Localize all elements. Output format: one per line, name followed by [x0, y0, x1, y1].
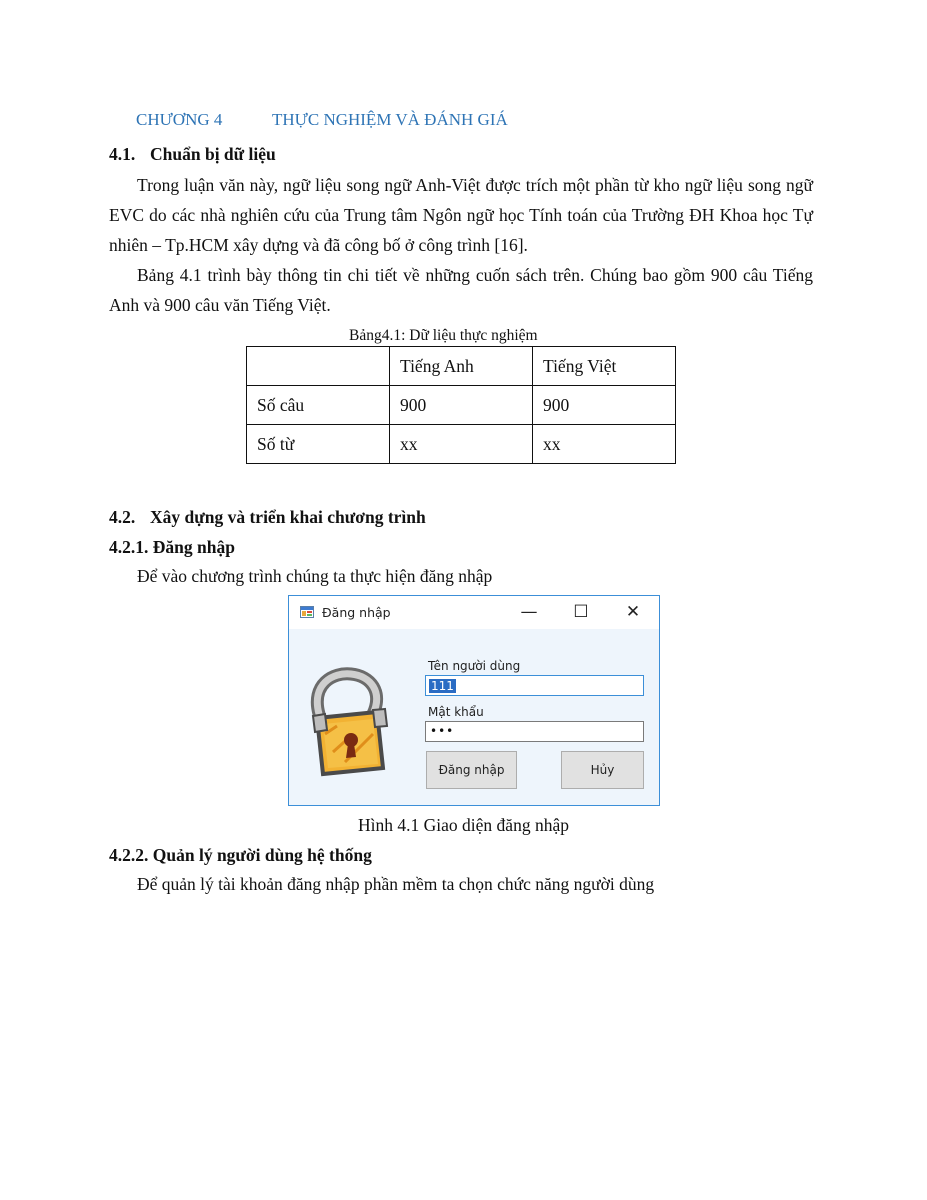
table-cell: Số từ	[247, 425, 390, 464]
password-value: •••	[430, 724, 455, 738]
maximize-button[interactable]: ☐	[573, 602, 589, 622]
section-heading-4-2	[109, 507, 426, 528]
chapter-heading	[136, 110, 508, 130]
section-number: 4.2.	[109, 507, 136, 527]
section-heading-4-1	[109, 144, 276, 165]
password-label: Mật khẩu	[428, 705, 484, 719]
close-button[interactable]: ✕	[625, 602, 641, 622]
username-input[interactable]	[425, 675, 644, 696]
login-button[interactable]: Đăng nhập	[426, 751, 517, 789]
paragraph-login-intro: Để vào chương trình chúng ta thực hiện đăng nhập	[137, 566, 493, 586]
table-header-cell: Tiếng Việt	[533, 347, 676, 386]
username-value: 111	[431, 679, 454, 693]
data-table	[246, 346, 676, 464]
table-cell: 900	[533, 386, 676, 425]
padlock-icon	[303, 664, 391, 779]
table-row	[247, 425, 676, 464]
table-cell: 900	[390, 386, 533, 425]
username-label: Tên người dùng	[428, 659, 521, 673]
subsection-heading-4-2-1: 4.2.1. Đăng nhập	[109, 537, 235, 557]
table-cell: xx	[390, 425, 533, 464]
section-title: Xây dựng và triển khai chương trình	[150, 507, 426, 527]
app-form-icon	[300, 605, 314, 619]
table-cell: Số câu	[247, 386, 390, 425]
window-titlebar	[289, 596, 659, 629]
paragraph-table-intro: Bảng 4.1 trình bày thông tin chi tiết về những cuốn sách trên. Chúng bao gồm 900 câu Tiếng Anh và 900 câu văn Tiếng Việt.	[109, 265, 813, 315]
section-title: Chuẩn bị dữ liệu	[150, 144, 276, 164]
login-window-screenshot	[288, 595, 660, 806]
subsection-heading-4-2-2: 4.2.2. Quản lý người dùng hệ thống	[109, 845, 372, 865]
section-number: 4.1.	[109, 144, 136, 164]
figure-caption: Hình 4.1 Giao diện đăng nhập	[358, 815, 569, 835]
table-header-cell: Tiếng Anh	[390, 347, 533, 386]
table-row	[247, 386, 676, 425]
paragraph-user-management: Để quản lý tài khoản đăng nhập phần mềm ta chọn chức năng người dùng	[137, 874, 655, 894]
table-cell: xx	[533, 425, 676, 464]
minimize-button[interactable]: —	[520, 602, 538, 622]
window-client-area	[289, 629, 659, 805]
paragraph-corpus-source: Trong luận văn này, ngữ liệu song ngữ Anh-Việt được trích một phần từ kho ngữ liệu song ngữ EVC do các nhà nghiên cứu của Trung tâm Ngôn ngữ học Tính toán của Trường ĐH Khoa học Tự nhiên – Tp.HCM xây dựng và đã công bố ở công trình [16].	[109, 175, 813, 255]
cancel-button[interactable]: Hủy	[561, 751, 644, 789]
password-input[interactable]	[425, 721, 644, 742]
table-caption: Bảng4.1: Dữ liệu thực nghiệm	[349, 327, 538, 344]
window-title: Đăng nhập	[322, 605, 391, 620]
table-header-cell	[247, 347, 390, 386]
chapter-number: CHƯƠNG 4	[136, 110, 223, 129]
table-header-row	[247, 347, 676, 386]
chapter-title: THỰC NGHIỆM VÀ ĐÁNH GIÁ	[272, 110, 508, 129]
